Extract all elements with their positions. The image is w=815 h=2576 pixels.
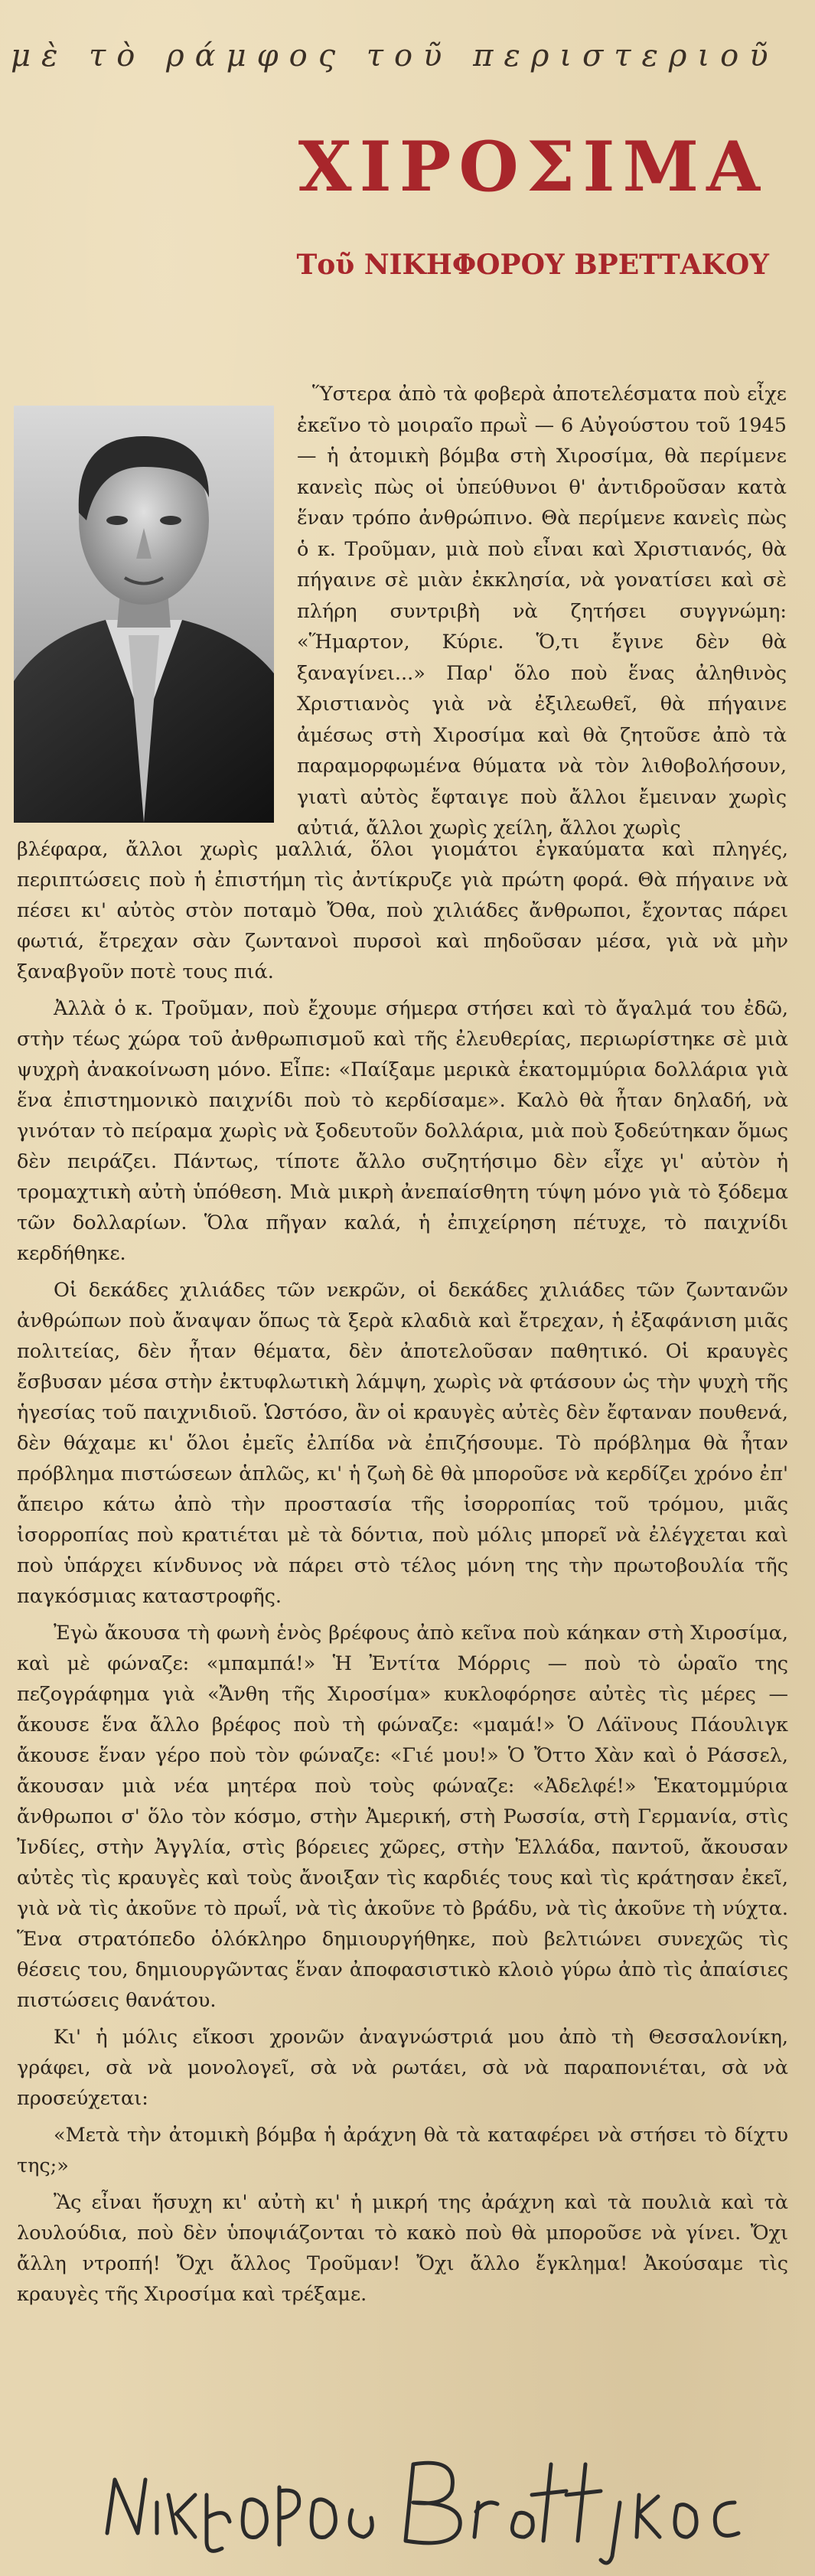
article-body	[17, 834, 788, 2316]
paragraph-4: Ἐγὼ ἄκουσα τὴ φωνὴ ἑνὸς βρέφους ἀπὸ κεῖνα ποὺ κάηκαν στὴ Χιροσίμα, καὶ μὲ φώναζε: «μπαμπά!» Ἡ Ἐντίτα Μόρρις — ποὺ τὸ ὡραῖο της πεζογράφημα γιὰ «Ἄνθη τῆς Χιροσίμα» κυκλοφόρησε αὐτὲς τὶς μέρες — ἄκουσε ἕνα ἄλλο βρέφος ποὺ τὴ φώναζε: «μαμά!» Ὁ Λάϊνους Πάουλιγκ ἄκουσε ἕναν γέρο ποὺ τὸν φώναζε: «Γιέ μου!» Ὁ Ὄττο Χὰν καὶ ὁ Ράσσελ, ἄκουσαν μιὰ νέα μητέρα ποὺ τοὺς φώναζε: «Ἀδελφέ!» Ἑκατομμύρια ἄνθρωποι σ' ὅλο τὸν κόσμο, στὴν Ἀμερική, στὴ Ρωσσία, στὴ Γερμανία, στὶς Ἰνδίες, στὴν Ἀγγλία, στὶς βόρειες χῶρες, στὴν Ἑλλάδα, παντοῦ, ἄκουσαν αὐτὲς τὶς κραυγὲς καὶ τοὺς ἄνοιξαν τὶς καρδιές τους καὶ τὶς κράτησαν ἐκεῖ, γιὰ νὰ τὶς ἀκοῦνε τὸ πρωΐ, νὰ τὶς ἀκοῦνε τὸ βράδυ, νὰ τὶς ἀκοῦνε τὴ νύχτα. Ἕνα στρατόπεδο ὁλόκληρο δημιουργήθηκε, ποὺ βελτιώνει συνεχῶς τὶς θέσεις του, δημιουργῶντας ἕναν ἀποφασιστικὸ κλοιὸ γύρω ἀπὸ τὶς ἀπαίσιες πιστώσεις θανάτου.	[17, 1622, 788, 2012]
article-title: ΧΙΡΟΣΙΜΑ	[298, 126, 768, 207]
reader-quote: «Μετὰ τὴν ἀτομικὴ βόμβα ἡ ἀράχνη θὰ τὰ καταφέρει νὰ στήσει τὸ δίχτυ της;»	[17, 2124, 788, 2177]
intro-paragraph: Ὕστερα ἀπὸ τὰ φοβερὰ ἀποτελέσματα ποὺ εἶχε ἐκεῖνο τὸ μοιραῖο πρωῒ — 6 Αὐγούστου τοῦ 1945 — ἡ ἀτομικὴ βόμβα στὴ Χιροσίμα, θὰ περίμενε κανεὶς πὼς οἱ ὑπεύθυνοι θ' ἀντιδροῦσαν κατὰ ἕναν τρόπο ἀνθρώπινο. Θὰ περίμενε κανεὶς πὼς ὁ κ. Τροῦμαν, μιὰ ποὺ εἶναι καὶ Χριστιανός, θὰ πήγαινε σὲ μιὰν ἐκκλησία, νὰ γονατίσει καὶ σὲ πλήρη συντριβὴ νὰ ζητήσει συγγνώμη: «Ἥμαρτον, Κύριε. Ὅ,τι ἔγινε δὲν θὰ ξαναγίνει...» Παρ' ὅλο ποὺ ἕνας ἀληθινὸς Χριστιανὸς γιὰ νὰ ἐξιλεωθεῖ, θὰ πήγαινε ἀμέσως στὴ Χιροσίμα καὶ θὰ ζητοῦσε ἀπὸ τὰ παραμορφωμένα θύματα νὰ τὸν λιθοβολήσουν, γιατὶ αὐτὸς ἔφταιγε ποὺ ἄλλοι ἔμειναν χωρὶς αὐτιά, ἄλλοι χωρὶς χείλη, ἄλλοι χωρὶς	[297, 383, 787, 840]
article-intro	[297, 379, 787, 844]
paragraph-3: Οἱ δεκάδες χιλιάδες τῶν νεκρῶν, οἱ δεκάδες χιλιάδες τῶν ζωντανῶν ἀνθρώπων ποὺ ἄναψαν ὅπως τὰ ξερὰ κλαδιὰ καὶ ἔτρεχαν, ἡ ἐξαφάνιση μιᾶς πολιτείας, δὲν ἦταν θέματα, δὲν ἀποτελοῦσαν παθητικό. Οἱ κραυγὲς ἔσβυσαν μέσα στὴν ἐκτυφλωτικὴ λάμψη, χωρὶς νὰ φτάσουν ὡς τὴν ψυχὴ τῆς ἡγεσίας τοῦ παιχνιδιοῦ. Ὡστόσο, ἂν οἱ κραυγὲς αὐτὲς δὲν ἔφταναν πουθενά, δὲν θάχαμε κι' ὅλοι ἐμεῖς ἐλπίδα νὰ ἐπιζήσουμε. Τὸ πρόβλημα θὰ ἦταν πρόβλημα πιστώσεων ἁπλῶς, κι' ἡ ζωὴ δὲ θὰ μποροῦσε νὰ κερδίζει χρόνο ἐπ' ἄπειρο κάτω ἀπὸ τὴν προστασία τῆς ἰσορροπίας τοῦ τρόμου, μιᾶς ἰσορροπίας ποὺ κρατιέται μὲ τὰ δόντια, ποὺ μόλις μπορεῖ νὰ ἐλέγχεται καὶ ποὺ ὑπάρχει κίνδυνος νὰ πάρει στὸ τέλος μόνη της τὴν πρωτοβουλία τῆς παγκόσμιας καταστροφῆς.	[17, 1279, 788, 1608]
author-portrait-photo	[14, 406, 274, 823]
intro-continued-paragraph: βλέφαρα, ἄλλοι χωρὶς μαλλιά, ὅλοι γιομάτοι ἐγκαύματα καὶ πληγές, περιπτώσεις ποὺ ἡ ἐπιστήμη τὶς ἀντίκρυζε γιὰ πρώτη φορά. Θὰ πήγαινε νὰ πέσει κι' αὐτὸς στὸν ποταμὸ Ὄθα, ποὺ χιλιάδες ἄνθρωποι, ἔχοντας πάρει φωτιά, ἔτρεχαν σὰν ζωντανοὶ πυρσοὶ καὶ πηδοῦσαν μέσα, γιὰ νὰ μὴν ξαναβγοῦν ποτὲ τους πιά.	[17, 838, 788, 983]
portrait-image	[14, 406, 274, 823]
paragraph-2: Ἀλλὰ ὁ κ. Τροῦμαν, ποὺ ἔχουμε σήμερα στήσει καὶ τὸ ἄγαλμά του ἐδῶ, στὴν τέως χώρα τοῦ ἀνθρωπισμοῦ καὶ τῆς ἐλευθερίας, περιωρίστηκε σὲ μιὰ ψυχρὴ ἀνακοίνωση μόνο. Εἶπε: «Παίξαμε μερικὰ ἑκατομμύρια δολλάρια γιὰ ἕνα ἐπιστημονικὸ παιχνίδι ποὺ τὸ κερδίσαμε». Καλὸ θὰ ἦταν δηλαδή, νὰ γινόταν τὸ πείραμα χωρὶς νὰ ξοδευτοῦν δολλάρια, μιὰ ποὺ ξοδεύτηκαν ὅμως δὲν πειράζει. Πάντως, τίποτε ἄλλο συζητήσιμο δὲν εἶχε γι' αὐτὸν ἡ τρομαχτικὴ αὐτὴ ὑπόθεση. Μιὰ μικρὴ ἀνεπαίσθητη τύψη μόνο γιὰ τὸ ξόδεμα τῶν δολλαρίων. Ὅλα πῆγαν καλά, ἡ ἐπιχείρηση πέτυχε, τὸ παιχνίδι κερδήθηκε.	[17, 997, 788, 1265]
signature-icon	[92, 2441, 750, 2571]
paragraph-5: Κι' ἡ μόλις εἴκοσι χρονῶν ἀναγνώστριά μου ἀπὸ τὴ Θεσσαλονίκη, γράφει, σὰ νὰ μονολογεῖ, σὰ νὰ ρωτάει, σὰ νὰ παραπονιέται, σὰ νὰ προσεύχεται:	[17, 2026, 788, 2110]
paragraph-6: Ἂς εἶναι ἥσυχη κι' αὐτὴ κι' ἡ μικρή της ἀράχνη καὶ τὰ πουλιὰ καὶ τὰ λουλούδια, ποὺ δὲν ὑποψιάζονται τὸ κακὸ ποὺ θὰ μποροῦσε νὰ γίνει. Ὄχι ἄλλη ντροπή! Ὄχι ἄλλος Τροῦμαν! Ὄχι ἄλλο ἔγκλημα! Ἀκούσαμε τὶς κραυγὲς τῆς Χιροσίμα καὶ τρέξαμε.	[17, 2191, 788, 2306]
column-header: μὲ τὸ ράμφος τοῦ περιστεριοῦ	[11, 38, 779, 73]
handwritten-signature	[92, 2441, 750, 2571]
article-byline: Τοῦ ΝΙΚΗΦΟΡΟΥ ΒΡΕΤΤΑΚΟΥ	[296, 249, 769, 281]
